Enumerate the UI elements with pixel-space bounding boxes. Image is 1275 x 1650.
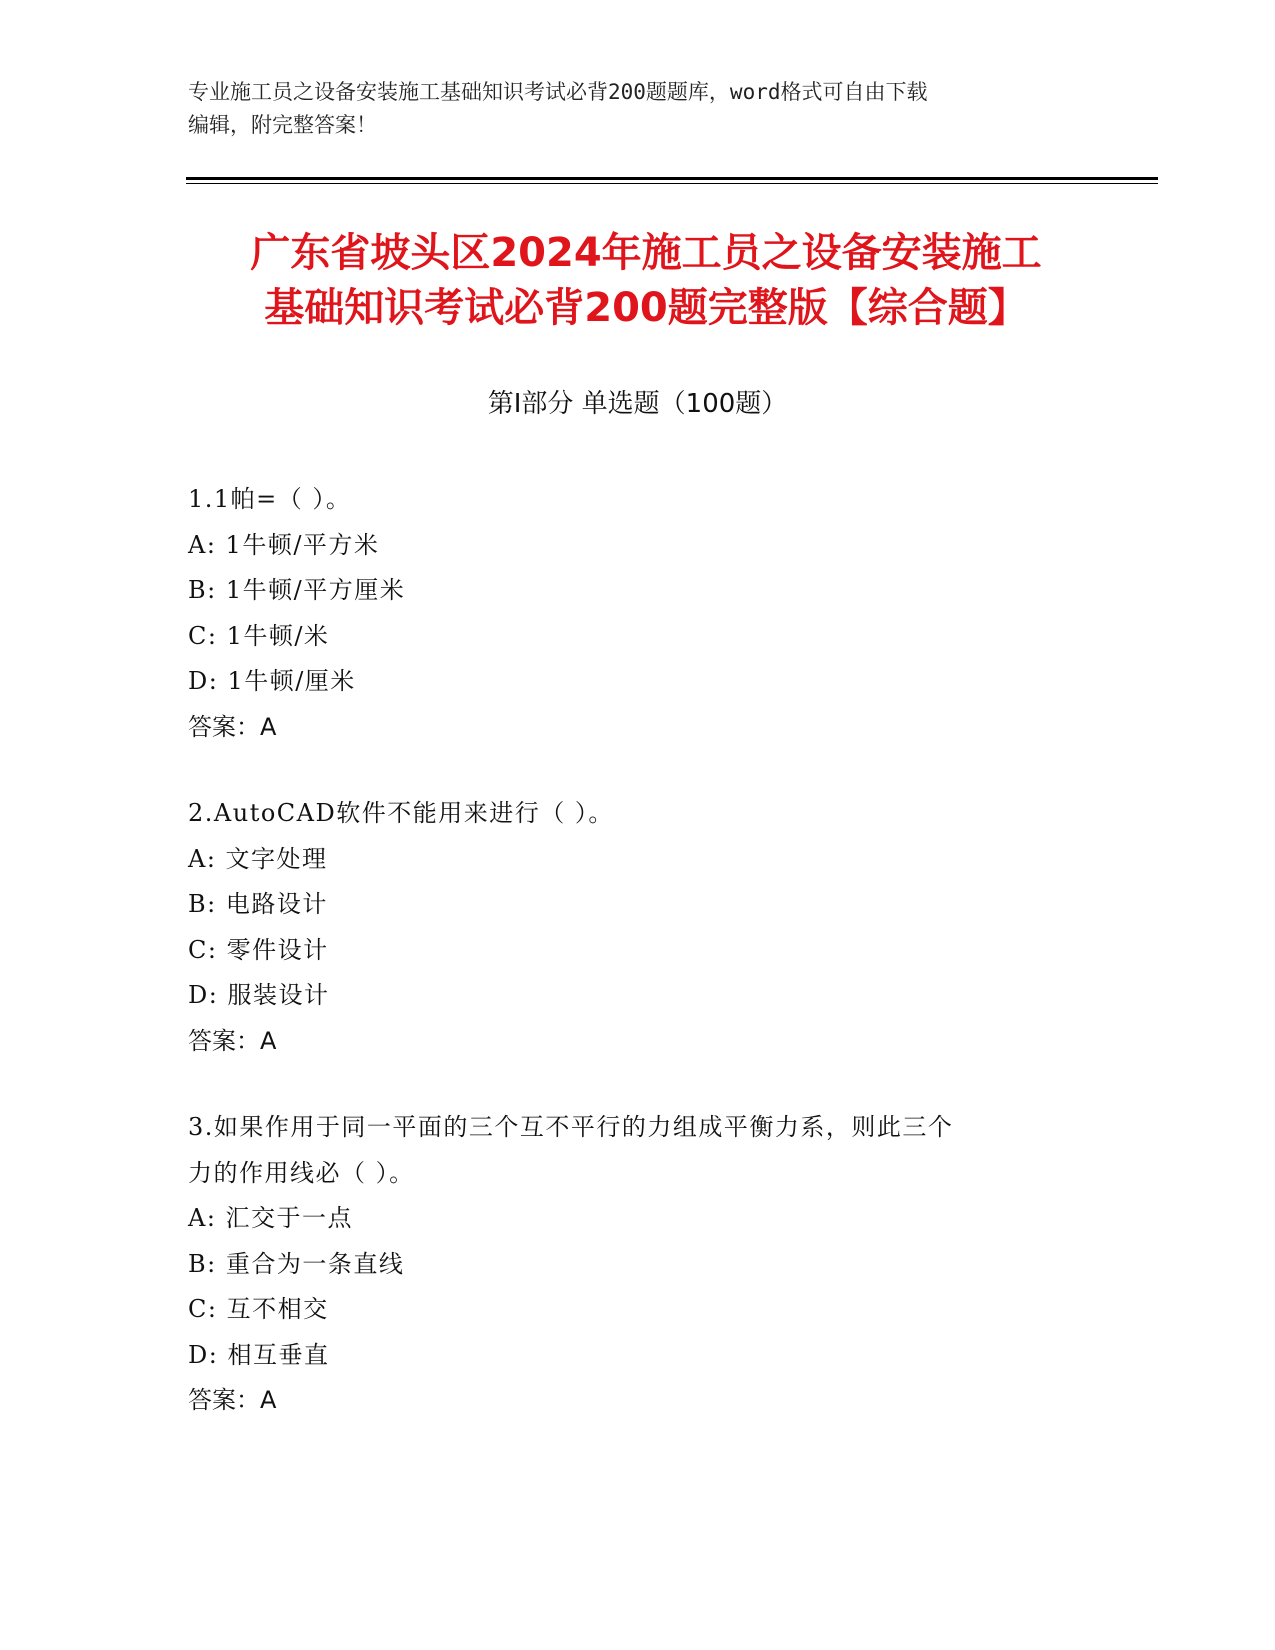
option-d: D: 1牛顿/厘米: [188, 667, 356, 695]
document-title-line-1: 广东省坡头区2024年施工员之设备安装施工: [250, 230, 1042, 276]
question-1: [188, 477, 1088, 750]
document-title: [186, 226, 1106, 336]
question-3: [188, 1105, 1088, 1424]
answer: 答案：A: [188, 712, 277, 741]
header-divider-thick: [186, 177, 1158, 180]
option-b: B: 重合为一条直线: [188, 1249, 405, 1278]
question-text-line-1: 3.如果作用于同一平面的三个互不平行的力组成平衡力系，则此三个: [188, 1113, 954, 1141]
header-note: [188, 76, 1068, 142]
question-list: [188, 477, 1088, 1465]
option-d: D: 服装设计: [188, 981, 330, 1009]
question-text: 1.1帕=（ ）。: [188, 485, 352, 513]
question-text: 2.AutoCAD软件不能用来进行（ ）。: [188, 799, 614, 827]
option-d: D: 相互垂直: [188, 1340, 330, 1369]
option-a: A: 文字处理: [188, 844, 328, 873]
option-b: B: 1牛顿/平方厘米: [188, 576, 406, 604]
header-note-line-1: 专业施工员之设备安装施工基础知识考试必背200题题库，word格式可自由下载: [188, 80, 928, 104]
option-a: A: 1牛顿/平方米: [188, 530, 380, 559]
header-divider-thin: [186, 183, 1158, 184]
question-2: [188, 791, 1088, 1064]
question-text-line-2: 力的作用线必（ ）。: [188, 1158, 415, 1187]
option-b: B: 电路设计: [188, 890, 328, 918]
document-title-line-2: 基础知识考试必背200题完整版【综合题】: [264, 285, 1028, 331]
section-heading: 第Ⅰ部分 单选题（100题）: [487, 389, 788, 419]
answer: 答案：A: [188, 1026, 277, 1055]
option-c: C: 1牛顿/米: [188, 621, 330, 650]
option-c: C: 零件设计: [188, 935, 329, 964]
answer: 答案：A: [188, 1386, 277, 1414]
option-a: A: 汇交于一点: [188, 1204, 354, 1232]
header-note-line-2: 编辑，附完整答案！: [188, 113, 377, 137]
option-c: C: 互不相交: [188, 1295, 329, 1323]
